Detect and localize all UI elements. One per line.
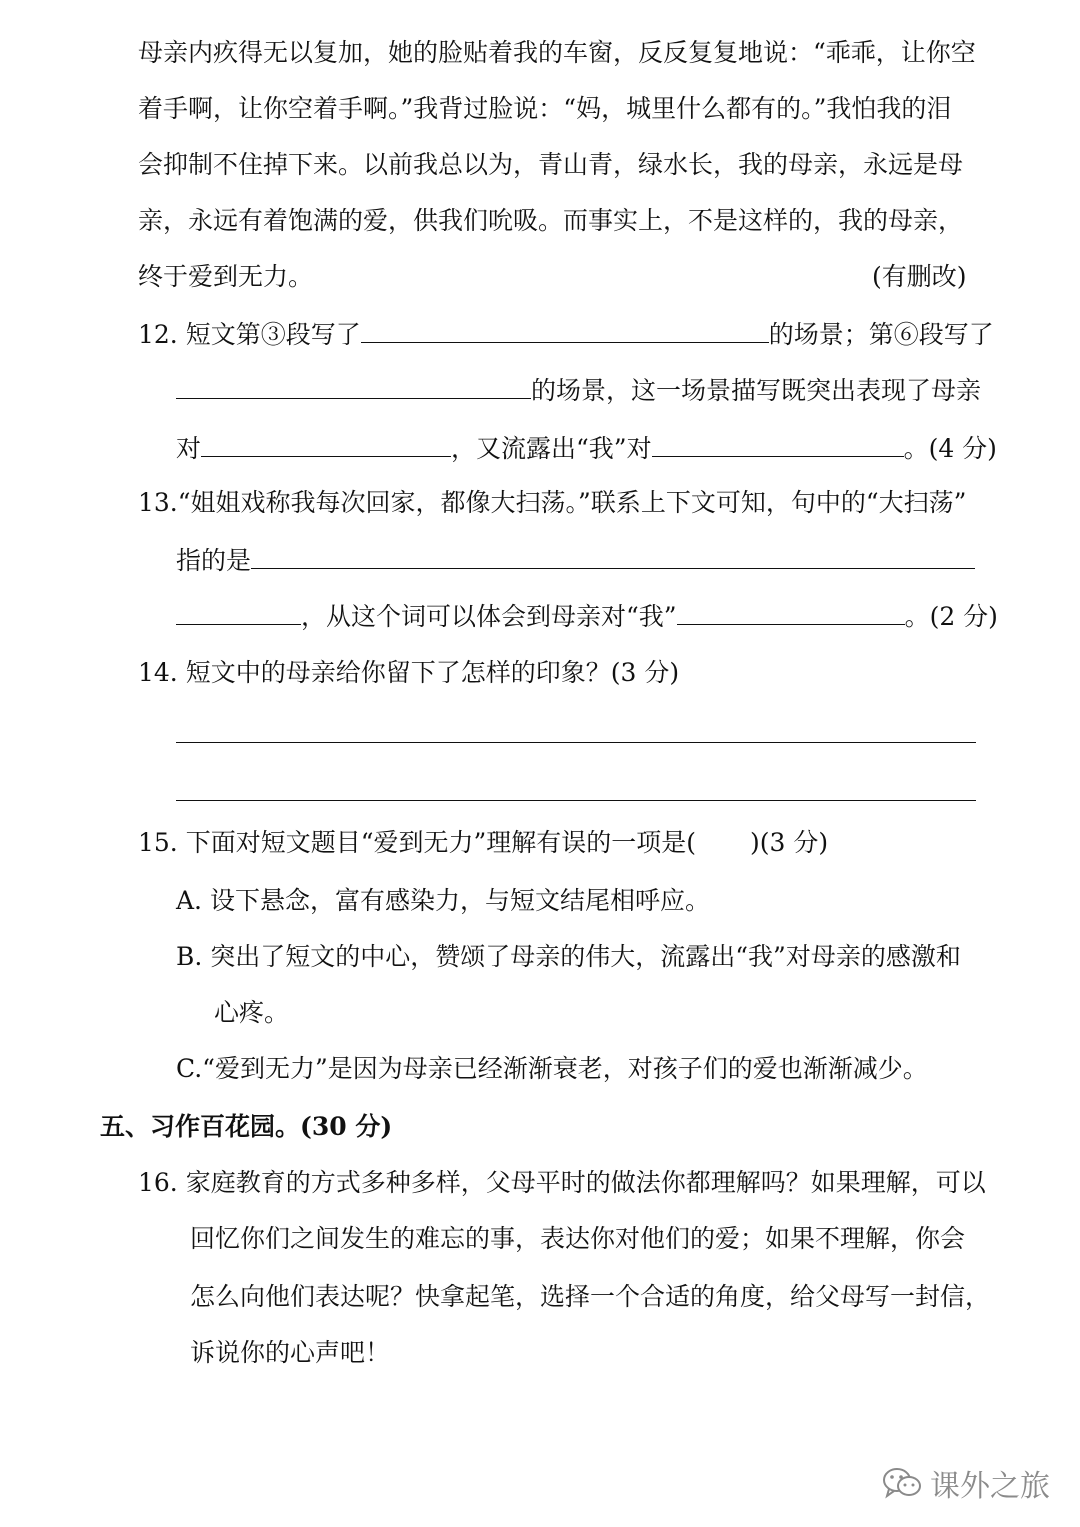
question-16-line-3: 怎么向他们表达呢？快拿起笔，选择一个合适的角度，给父母写一封信， bbox=[190, 1282, 991, 1311]
section-5-title: 五、习作百花园。(30 分) bbox=[100, 1112, 393, 1141]
q14-answer-line-2[interactable] bbox=[176, 800, 976, 801]
question-13-line-1: 13.“姐姐戏称我每次回家，都像大扫荡。”联系上下文可知，句中的“大扫荡” bbox=[138, 488, 967, 517]
question-16-line-4: 诉说你的心声吧！ bbox=[190, 1338, 391, 1367]
q12-blank-4[interactable] bbox=[652, 430, 904, 457]
passage-line-3: 会抑制不住掉下来。以前我总以为，青山青，绿水长，我的母亲，永远是母 bbox=[138, 150, 964, 179]
q13-blank-2[interactable] bbox=[176, 598, 301, 625]
q15-option-a: A. 设下悬念，富有感染力，与短文结尾相呼应。 bbox=[176, 886, 710, 915]
watermark bbox=[882, 1461, 1050, 1505]
passage-line-2: 着手啊，让你空着手啊。”我背过脸说：“妈，城里什么都有的。”我怕我的泪 bbox=[138, 94, 952, 123]
question-12-line-3 bbox=[176, 430, 997, 466]
question-16-line-2: 回忆你们之间发生的难忘的事，表达你对他们的爱；如果不理解，你会 bbox=[190, 1224, 966, 1253]
q12-blank-1[interactable] bbox=[361, 316, 769, 343]
question-16-line-1: 16. 家庭教育的方式多种多样，父母平时的做法你都理解吗？如果理解，可以 bbox=[138, 1168, 986, 1197]
wechat-icon bbox=[882, 1466, 922, 1500]
question-13-line-3 bbox=[176, 598, 998, 634]
question-15-prompt bbox=[138, 826, 828, 860]
passage-line-4: 亲，永远有着饱满的爱，供我们吮吸。而事实上，不是这样的，我的母亲， bbox=[138, 206, 964, 235]
passage-line-5: 终于爱到无力。 bbox=[138, 262, 314, 291]
passage-line-1: 母亲内疚得无以复加，她的脸贴着我的车窗，反反复复地说：“乖乖，让你空 bbox=[138, 38, 976, 67]
q12-score: 。(4 分) bbox=[903, 434, 997, 463]
question-14-prompt: 14. 短文中的母亲给你留下了怎样的印象？(3 分) bbox=[138, 658, 680, 687]
q13-text-3: ，从这个词可以体会到母亲对“我” bbox=[301, 602, 677, 631]
q12-text-5: ，又流露出“我”对 bbox=[451, 434, 652, 463]
passage-source-note: (有删改) bbox=[872, 262, 967, 291]
q12-text-3: 的场景，这一场景描写既突出表现了母亲 bbox=[531, 376, 982, 405]
q12-text-1: 12. 短文第③段写了 bbox=[138, 320, 361, 349]
q13-blank-1[interactable] bbox=[251, 542, 975, 569]
q13-score: 。(2 分) bbox=[904, 602, 998, 631]
q12-text-2: 的场景；第⑥段写了 bbox=[768, 320, 994, 349]
watermark-text: 课外之旅 bbox=[930, 1469, 1050, 1504]
q15-option-b-line-2: 心疼。 bbox=[214, 998, 290, 1027]
question-13-line-2 bbox=[176, 542, 975, 578]
q12-blank-2[interactable] bbox=[176, 372, 531, 399]
q15-option-c: C.“爱到无力”是因为母亲已经渐渐衰老，对孩子们的爱也渐渐减少。 bbox=[176, 1054, 928, 1083]
q13-text-2: 指的是 bbox=[176, 546, 252, 575]
q13-blank-3[interactable] bbox=[677, 598, 905, 625]
q15-text-1: 15. 下面对短文题目“爱到无力”理解有误的一项是( bbox=[138, 828, 697, 857]
q14-answer-line-1[interactable] bbox=[176, 742, 976, 743]
q15-option-b-line-1: B. 突出了短文的中心，赞颂了母亲的伟大，流露出“我”对母亲的感激和 bbox=[176, 942, 961, 971]
question-12-line-2 bbox=[176, 372, 981, 408]
q12-text-4: 对 bbox=[176, 434, 202, 463]
question-12-line-1 bbox=[138, 316, 994, 352]
q12-blank-3[interactable] bbox=[201, 430, 451, 457]
q15-score: )(3 分) bbox=[750, 828, 829, 857]
